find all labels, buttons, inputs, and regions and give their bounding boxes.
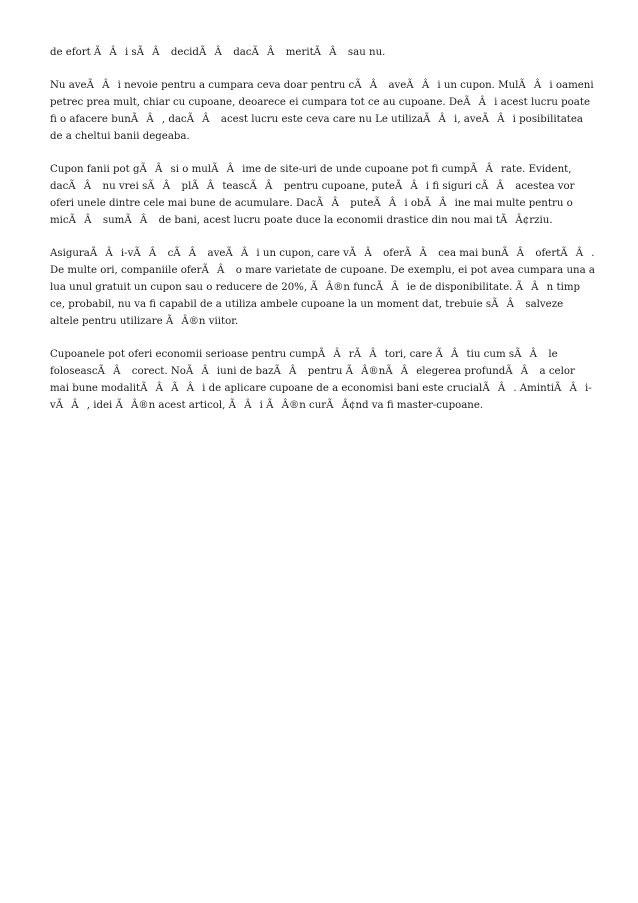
paragraph-4: AsiguraÃÂi-vÃÂ cÃÂ aveÃÂi un cupon, care vÃÂ oferÃÂ cea mai bunÃÂ ofertÃÂ. De multe ori, companiile oferÃÂ o mare varietate de cupoane. De exemplu, ei pot avea cumpara una a lua unul gratuit un cupon sau o reducere de 20%, ÃÂ®n funcÃÂie de disponibilitate. ÃÂn timp ce, probabil, nu va fi capabil de a utiliza ambele cupoane la un moment dat, trebuie sÃÂ salveze altele pentru utilizare ÃÂ®n viitor. <box>50 248 595 327</box>
paragraph-3: Cupon fanii pot gÃÂsi o mulÃÂime de site-uri de unde cupoane pot fi cumpÃÂrate. Evident, dacÃÂ nu vrei sÃÂ plÃÂteascÃÂ pentru cupoane, puteÃÂi fi siguri cÃÂ acestea vor oferi unele dintre cele mai bune de acumulare. DacÃÂ puteÃÂi obÃÂine mai multe pentru o micÃÂ sumÃÂ de bani, acest lucru poate duce la economii drastice din nou mai tÃÂ¢rziu. <box>50 164 575 226</box>
paragraph-2: Nu aveÃÂi nevoie pentru a cumpara ceva doar pentru cÃÂ aveÃÂi un cupon. MulÃÂi oameni petrec prea mult, chiar cu cupoane, deoarece ei cumpara tot ce au cupoane. DeÃÂi acest lucru poate fi o afacere bunÃÂ, dacÃÂ acest lucru este ceva care nu Le utilizaÃÂi, aveÃÂi posibilitatea de a cheltui banii degeaba. <box>50 80 594 142</box>
paragraph-1: de efort ÃÂi sÃÂ decidÃÂ dacÃÂ meritÃÂ sau nu. <box>50 47 386 58</box>
document-page <box>50 44 595 430</box>
paragraph-5: Cupoanele pot oferi economii serioase pentru cumpÃÂrÃÂtori, care ÃÂtiu cum sÃÂ le foloseascÃÂ corect. NoÃÂiuni de bazÃÂ pentru ÃÂ®nÃÂelegerea profundÃÂ a celor mai bune modalitÃÂÃÂi de aplicare cupoane de a economisi bani este crucialÃÂ. AmintiÃÂi-vÃÂ, idei ÃÂ®n acest articol, ÃÂi ÃÂ®n curÃÂ¢nd va fi master-cupoane. <box>50 349 592 411</box>
